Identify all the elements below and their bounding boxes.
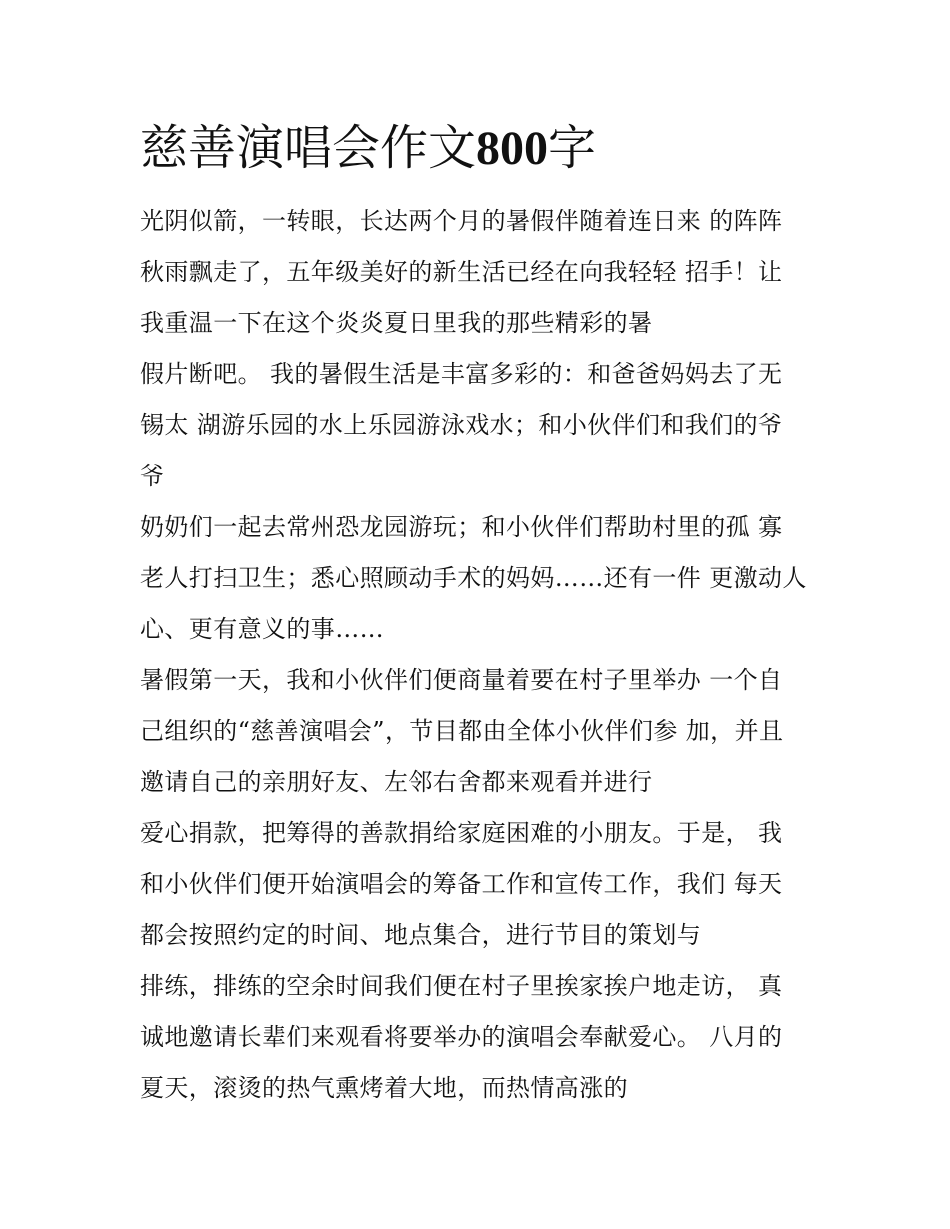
text-line: 爷 — [140, 462, 165, 490]
text-line: 己组织的“慈善演唱会”，节目都由全体小伙伴们参 加，并且 — [140, 717, 784, 745]
text-line: 老人打扫卫生；悉心照顾动手术的妈妈……还有一件 更激动人 — [140, 564, 807, 592]
text-line: 锡太 湖游乐园的水上乐园游泳戏水；和小伙伴们和我们的爷 — [140, 411, 783, 439]
text-line: 邀请自己的亲朋好友、左邻右舍都来观看并进行 — [140, 768, 653, 796]
title-number: 800 — [476, 122, 549, 175]
text-line: 心、更有意义的事…… — [140, 615, 384, 643]
title-prefix: 慈善演唱会作文 — [140, 120, 477, 176]
text-line: 排练，排练的空余时间我们便在村子里挨家挨户地走访， 真 — [140, 972, 783, 1000]
text-line: 爱心捐款，把筹得的善款捐给家庭困难的小朋友。于是， 我 — [140, 819, 783, 847]
text-line: 假片断吧。 我的暑假生活是丰富多彩的：和爸爸妈妈去了无 — [140, 360, 783, 388]
text-line: 我重温一下在这个炎炎夏日里我的那些精彩的暑 — [140, 309, 653, 337]
title-suffix: 字 — [548, 120, 597, 176]
text-line: 诚地邀请长辈们来观看将要举办的演唱会奉献爱心。 八月的 — [140, 1023, 783, 1051]
text-line: 夏天，滚烫的热气熏烤着大地，而热情高涨的 — [140, 1074, 628, 1102]
text-line: 都会按照约定的时间、地点集合，进行节目的策划与 — [140, 921, 702, 949]
text-line: 奶奶们一起去常州恐龙园游玩；和小伙伴们帮助村里的孤 寡 — [140, 513, 783, 541]
text-line: 暑假第一天，我和小伙伴们便商量着要在村子里举办 一个自 — [140, 666, 783, 694]
document-body — [140, 196, 830, 1114]
text-line: 和小伙伴们便开始演唱会的筹备工作和宣传工作，我们 每天 — [140, 870, 783, 898]
text-line: 秋雨飘走了，五年级美好的新生活已经在向我轻轻 招手！让 — [140, 258, 783, 286]
text-line: 光阴似箭，一转眼，长达两个月的暑假伴随着连日来 的阵阵 — [140, 207, 783, 235]
document-title — [140, 118, 596, 179]
